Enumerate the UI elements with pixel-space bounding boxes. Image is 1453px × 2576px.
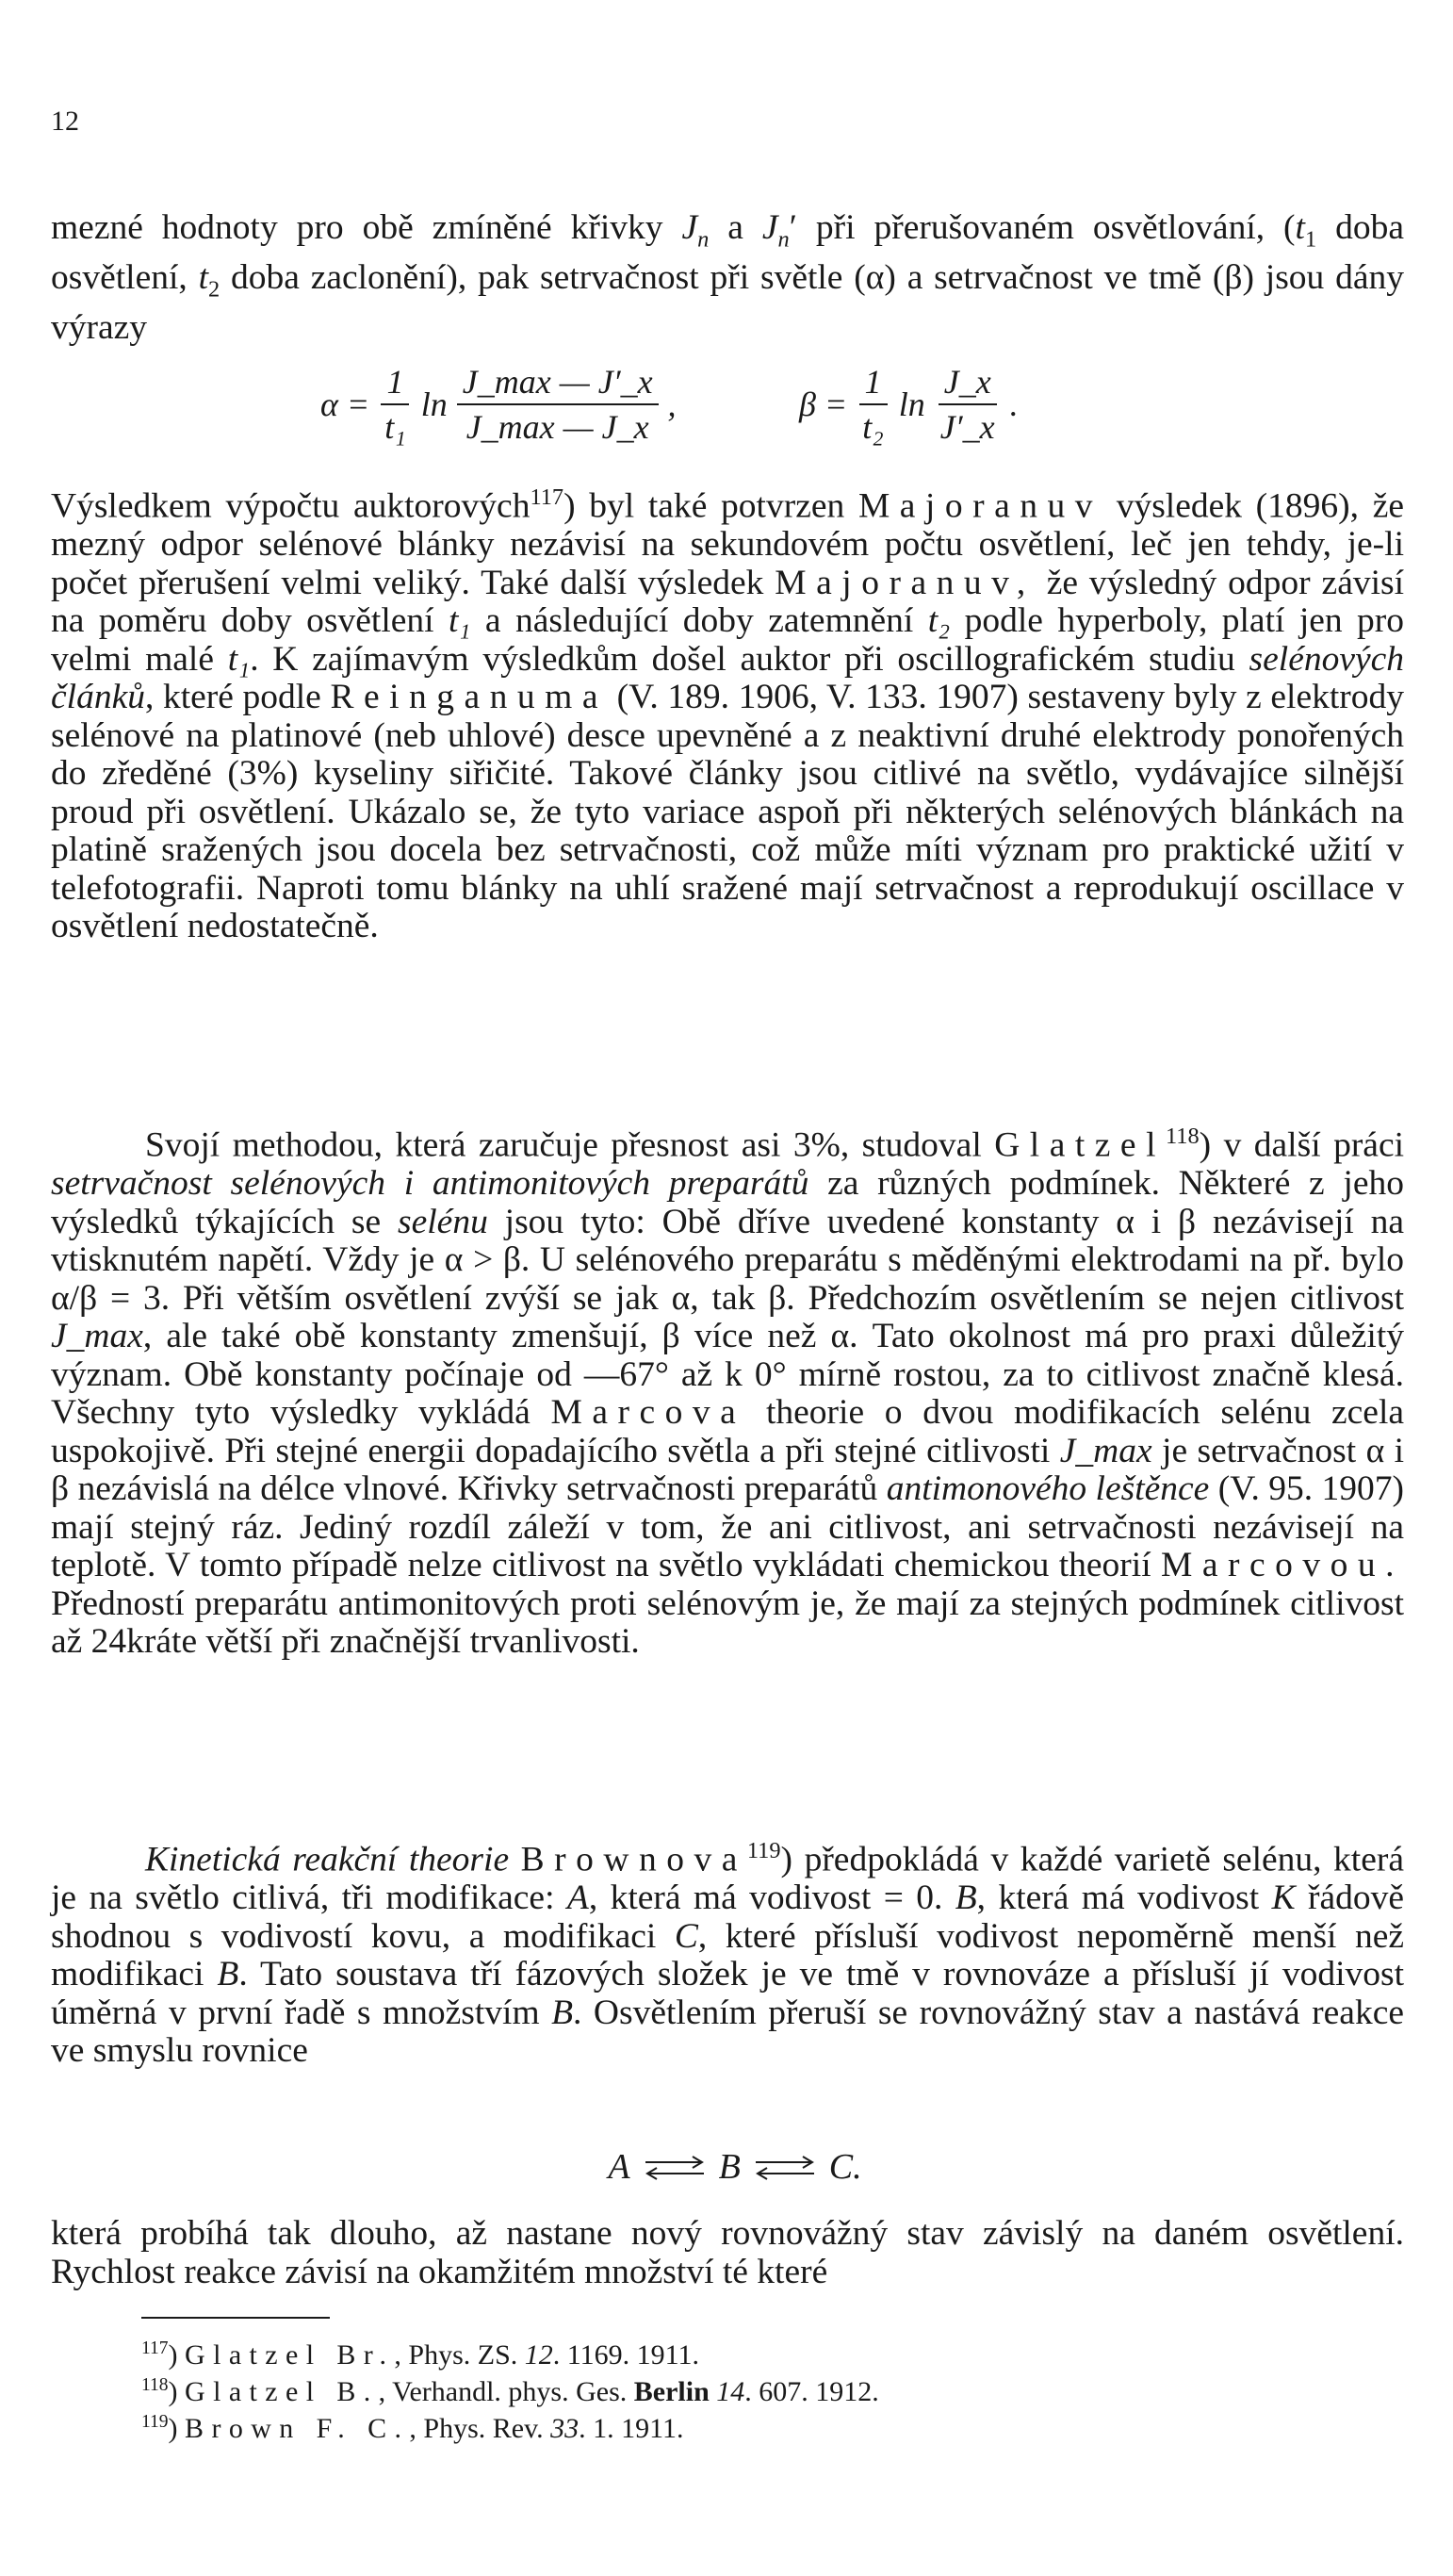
footnote-ref: 118	[1166, 1124, 1200, 1149]
paragraph-brown: Kinetická reakční theorie Brownova$^{119}$) předpokládá v každé varietě selénu, která je na světlo citlivá, tři modifikace: A, která má vodivost = 0. B, která má vodivost K řádově shodnou s vodivostí kovu, a modifikaci C, které přísluší vodivost nepoměrně menší než modifikaci B. Tato soustava tří fázových složek je ve tmě v rovnováze a přísluší jí vodivost úměrná v první řadě s množstvím B. Osvětlením přeruší se rovnovážný stav a nastává reakce ve smyslu rovnice	[51, 1838, 1405, 2070]
beta-formula: β = $\frac{1}{\text{t₂}}$ ln $\frac{J\_x}{J'\_x}$ .	[799, 363, 1019, 446]
paragraph-closing: která probíhá tak dlouho, až nastane nový rovnovážný stav závislý na daném osvětlení. Rychlost reakce závisí na okamžitém množství té které	[51, 2214, 1404, 2291]
page-number: 12	[51, 106, 79, 137]
inertia-formulas	[0, 353, 1453, 456]
footnote-item: $^{119}$) Brown F. C., Phys. Rev. 33. 1. 1911.	[141, 2412, 684, 2444]
alpha-formula: α = $\frac{1}{\text{t₁}}$ ln $\frac{J\_\max — J'\_x}{J\_\max — J\_x}$ ,	[320, 363, 677, 446]
footnote-divider	[141, 2317, 330, 2319]
equilibrium-arrows-icon	[752, 2153, 818, 2181]
paragraph-glatzel: Svojí methodou, která zaručuje přesnost asi 3%, studoval Glatzel$^{118}$) v další práci setrvačnost selénových i antimonitových preparátů za různých podmínek. Některé z jeho výsledků týkajících se selénu jsou tyto: Obě dříve uvedené konstanty α i β nezávisejí na vtisknutém napětí. Vždy je α > β. U selénového preparátu s měděnými elektrodami na př. bylo α/β = 3. Při větším osvětlení zvýší se jak α, tak β. Předchozím osvětlením se nejen citlivost J_max, ale také obě konstanty zmenšují, β více než α. Tato okolnost má pro praxi důležitý význam. Obě konstanty počínaje od —67° až k 0° mírně rostou, za to citlivost značně klesá. Všechny tyto výsledky vykládá Marcova theorie o dvou modifikacích selénu zcela uspokojivě. Při stejné energii dopadajícího světla a při stejné citlivosti J_max je setrvačnost α i β nezávislá na délce vlnové. Křivky setrvačnosti preparátů antimonového leštěnce (V. 95. 1907) mají stejný ráz. Jediný rozdíl záleží v tom, že ani citlivost, ani setrvačnosti nezávisejí na teplotě. V tomto případě nelze citlivost na světlo vykládati chemickou theorií Marcovou. Předností preparátu antimonitových proti selénovým je, že mají za stejných podmínek citlivost až 24kráte větší při značnější trvanlivosti.	[51, 1124, 1405, 1661]
footnote-ref: 117	[530, 484, 564, 510]
paragraph-majorana: Výsledkem výpočtu auktorových$^{117}$) byl také potvrzen Majoranuv výsledek (1896), že mezný odpor selénové blánky nezávisí na sekundovém počtu osvětlení, leč jen tehdy, je-li počet přerušení velmi veliký. Také další výsledek Majoranuv, že výsledný odpor závisí na poměru doby osvětlení t₁ a následující doby zatemnění t₂ podle hyperboly, platí jen pro velmi malé t₁. K zajímavým výsledkům došel auktor při oscillografickém studiu selénových článků, které podle Reinganuma (V. 189. 1906, V. 133. 1907) sestaveny byly z elektrody selénové na platinové (neb uhlové) desce upevněné a z neaktivní druhé elektrody ponořených do zředěné (3%) kyseliny siřičité. Takové články jsou citlivé na světlo, vydávajíce silnější proud při osvětlení. Ukázalo se, že tyto variace aspoň při některých selénových blánkách na platině sražených jsou docela bez setrvačnosti, což může míti význam pro praktické užití v telefotografii. Naproti tomu blánky na uhlí sražené mají setrvačnost a reprodukují oscillace v osvětlení nedostatečně.	[51, 484, 1405, 945]
reaction-equation: A B C.	[608, 2147, 862, 2187]
paragraph-intro: mezné hodnoty pro obě zmíněné křivky $J_n$ a $J_n'$ při přerušovaném osvětlování, ($t_1$ doba osvětlení, $t_2$ doba zaclonění), pak setrvačnost při světle (α) a setrvačnost ve tmě (β) jsou dány výrazy	[51, 208, 1404, 347]
footnote-item: $^{117}$) Glatzel Br., Phys. ZS. 12. 1169. 1911.	[141, 2338, 700, 2371]
equilibrium-arrows-icon	[642, 2153, 708, 2181]
footnotes	[141, 2334, 1366, 2444]
footnote-item: $^{118}$) Glatzel B., Verhandl. phys. Ges. Berlin 14. 607. 1912.	[141, 2375, 879, 2407]
footnote-ref: 119	[746, 1838, 781, 1863]
